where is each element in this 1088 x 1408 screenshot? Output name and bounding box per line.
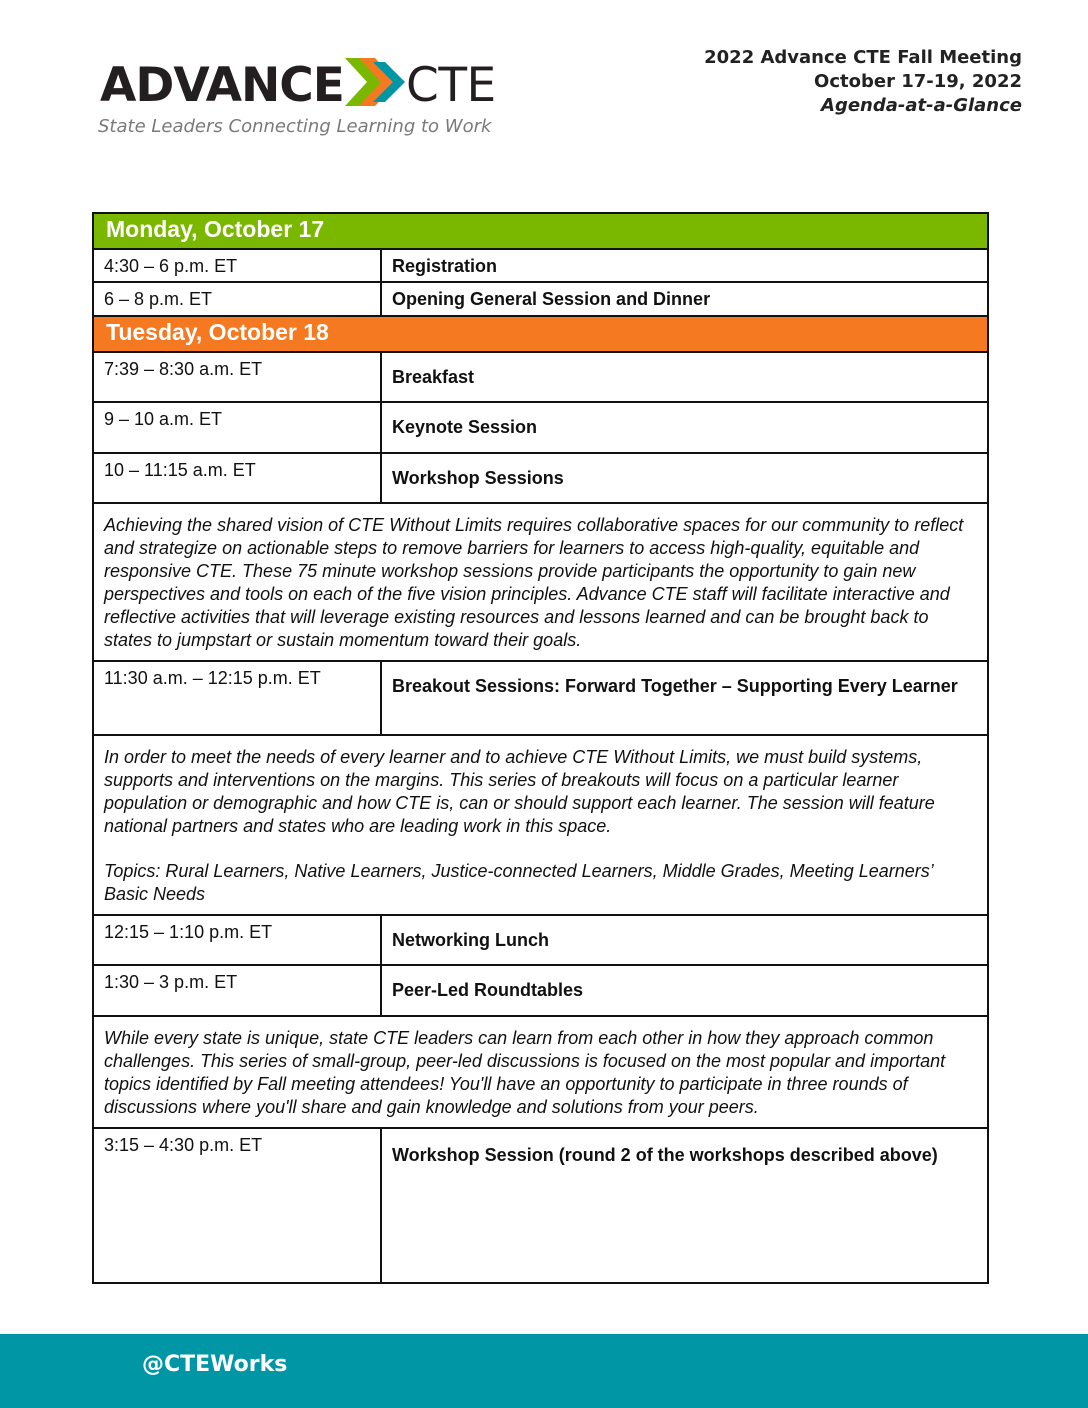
- logo-wordmark-advance: ADVANCE: [100, 58, 344, 113]
- table-row: [93, 249, 988, 282]
- session-time: 7:39 – 8:30 a.m. ET: [93, 352, 381, 402]
- session-title: Workshop Sessions: [381, 453, 988, 503]
- table-row: [93, 453, 988, 503]
- logo-wordmark-cte: CTE: [406, 58, 496, 113]
- meeting-title: 2022 Advance CTE Fall Meeting: [704, 47, 1022, 68]
- session-title: Breakfast: [381, 352, 988, 402]
- description-row: [93, 1016, 988, 1128]
- session-title: Networking Lunch: [381, 915, 988, 965]
- breakout-topics-text: Topics: Rural Learners, Native Learners, Justice-connected Learners, Middle Grades, Meeting Learners’ Basic Needs: [104, 861, 933, 904]
- meeting-subtitle: Agenda-at-a-Glance: [821, 95, 1022, 116]
- table-row: [93, 915, 988, 965]
- session-time: 1:30 – 3 p.m. ET: [93, 965, 381, 1016]
- session-time: 6 – 8 p.m. ET: [93, 282, 381, 316]
- day-heading-monday: Monday, October 17: [93, 213, 988, 249]
- meeting-header: [704, 46, 1022, 118]
- table-row: [93, 352, 988, 402]
- day-header-row: [93, 316, 988, 352]
- table-row: [93, 965, 988, 1016]
- footer-bar: [0, 1334, 1088, 1408]
- table-row: [93, 402, 988, 453]
- session-title: Registration: [381, 249, 988, 282]
- session-time: 11:30 a.m. – 12:15 p.m. ET: [93, 661, 381, 735]
- workshop-description: [93, 503, 988, 661]
- agenda-table: [92, 212, 989, 1284]
- session-title: Breakout Sessions: Forward Together – Supporting Every Learner: [381, 661, 988, 735]
- description-row: [93, 503, 988, 661]
- session-title: Peer-Led Roundtables: [381, 965, 988, 1016]
- roundtable-description: [93, 1016, 988, 1128]
- logo-tagline: State Leaders Connecting Learning to Work: [98, 116, 492, 137]
- day-heading-tuesday: Tuesday, October 18: [93, 316, 988, 352]
- session-time: 12:15 – 1:10 p.m. ET: [93, 915, 381, 965]
- session-time: 9 – 10 a.m. ET: [93, 402, 381, 453]
- description-row: [93, 735, 988, 915]
- session-title: Opening General Session and Dinner: [381, 282, 988, 316]
- table-row: [93, 1128, 988, 1283]
- breakout-description: [93, 735, 988, 915]
- workshop-description-text: Achieving the shared vision of CTE Without Limits requires collaborative spaces for our community to reflect and strategize on actionable steps to remove barriers for learners to access high-quality, equitable and responsive CTE. These 75 minute workshop sessions provide participants the opportunity to gain new perspectives and tools on each of the five vision principles. Advance CTE staff will facilitate interactive and reflective activities that will leverage existing resources and lessons learned and can be brought back to states to jumpstart or sustain momentum toward their goals.: [104, 515, 964, 650]
- twitter-handle: @CTEWorks: [142, 1352, 288, 1377]
- session-time: 4:30 – 6 p.m. ET: [93, 249, 381, 282]
- breakout-description-text: In order to meet the needs of every learner and to achieve CTE Without Limits, we must build systems, supports and interventions on the margins. This series of breakouts will focus on a particular learner population or demographic and how CTE is, can or should support each learner. The session will feature national partners and states who are leading work in this space.: [104, 747, 935, 836]
- logo-chevron-arrows-icon: [345, 54, 415, 110]
- session-time: 10 – 11:15 a.m. ET: [93, 453, 381, 503]
- meeting-dates: October 17-19, 2022: [814, 71, 1022, 92]
- table-row: [93, 661, 988, 735]
- session-title: Workshop Session (round 2 of the workshops described above): [381, 1128, 988, 1283]
- session-title: Keynote Session: [381, 402, 988, 453]
- table-row: [93, 282, 988, 316]
- session-time: 3:15 – 4:30 p.m. ET: [93, 1128, 381, 1283]
- day-header-row: [93, 213, 988, 249]
- roundtable-description-text: While every state is unique, state CTE leaders can learn from each other in how they approach common challenges. This series of small-group, peer-led discussions is focused on the most popular and important topics identified by Fall meeting attendees! You'll have an opportunity to participate in three rounds of discussions where you'll share and gain knowledge and solutions from your peers.: [104, 1028, 946, 1117]
- advance-cte-logo: [100, 50, 520, 150]
